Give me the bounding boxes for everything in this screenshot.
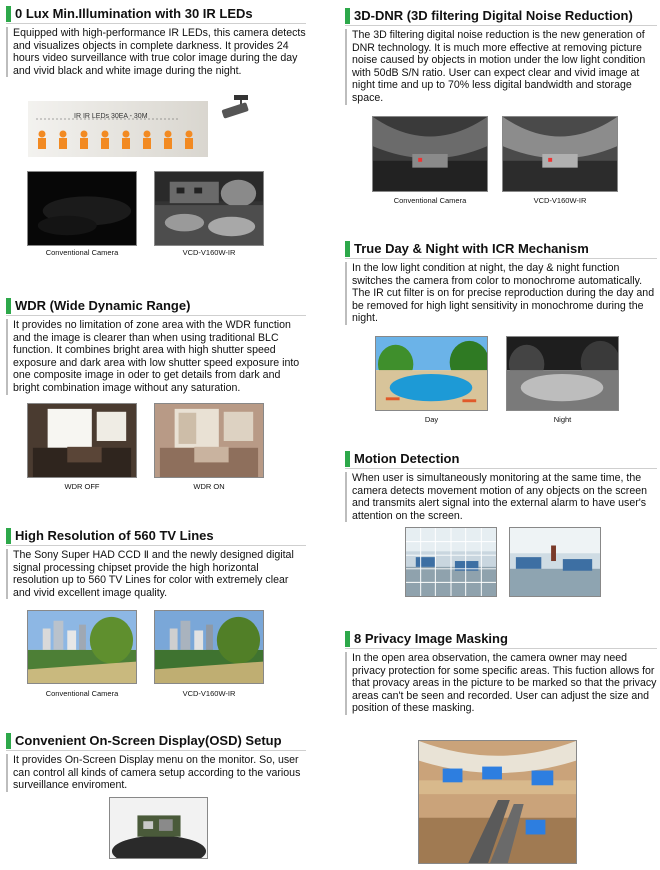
section-text: It provides On-Screen Display menu on the monitor. So, user can control all kinds of camera setup according to the various surveillance enviroment. bbox=[6, 754, 306, 792]
day-pool-image bbox=[375, 336, 488, 411]
section-3d-dnr bbox=[345, 7, 657, 105]
section-header bbox=[6, 297, 306, 316]
green-bar-icon bbox=[6, 6, 11, 22]
wdr-off-image bbox=[27, 403, 137, 478]
section-0-lux bbox=[6, 5, 306, 77]
section-text: It provides no limitation of zone area with the WDR function and the image is clearer than when using traditional BLC function. It combines bright area with high shutter speed exposure and dark area with low shutter speed exposure into one composite image in oder to get details from dark and bright combination image without any saturation. bbox=[6, 319, 306, 395]
camera-icon bbox=[216, 94, 256, 124]
caption-wdr-on: WDR ON bbox=[193, 482, 225, 491]
caption-wdr-off: WDR OFF bbox=[64, 482, 100, 491]
section-text: In the low light condition at night, the day & night function switches the camera from color to monochrome automatically. The IR cut filter is on for precise reproduction during the day and be removed for high light sensitivity in monochrome during the night. bbox=[345, 262, 657, 325]
caption-day: Day bbox=[424, 415, 439, 424]
motion-grid-office-image bbox=[405, 527, 497, 597]
section-title: WDR (Wide Dynamic Range) bbox=[15, 298, 191, 313]
section-title: True Day & Night with ICR Mechanism bbox=[354, 241, 589, 256]
section-header bbox=[345, 450, 657, 469]
section-header bbox=[6, 527, 306, 546]
green-bar-icon bbox=[6, 733, 11, 749]
section-privacy-masking bbox=[345, 630, 657, 715]
privacy-mall-image bbox=[418, 740, 577, 864]
section-title: 8 Privacy Image Masking bbox=[354, 631, 508, 646]
green-bar-icon bbox=[6, 298, 11, 314]
section-title: High Resolution of 560 TV Lines bbox=[15, 528, 214, 543]
caption-night: Night bbox=[553, 415, 572, 424]
section-wdr bbox=[6, 297, 306, 395]
green-bar-icon bbox=[345, 631, 350, 647]
section-text: The Sony Super HAD CCD Ⅱ and the newly designed digital signal processing chipset provide the high horizontal resolution up to 560 TV Lines for color with extremely clear and vivid excellent image quality. bbox=[6, 549, 306, 599]
section-header bbox=[6, 732, 306, 751]
section-title: 3D-DNR (3D filtering Digital Noise Reduction) bbox=[354, 8, 633, 23]
osd-board-image bbox=[109, 797, 208, 859]
vcd-v160w-ir-city-image bbox=[154, 610, 264, 684]
caption-conventional-camera: Conventional Camera bbox=[393, 196, 467, 205]
section-high-resolution bbox=[6, 527, 306, 599]
section-text: In the open area observation, the camera owner may need privacy protection for some specific areas. This fuction allows for that provacy areas in the picture to be marked so that the privacy areas can't be seen and recorded. User can adjust the size and position of these masking. bbox=[345, 652, 657, 715]
wdr-on-image bbox=[154, 403, 264, 478]
caption-conventional-camera: Conventional Camera bbox=[45, 248, 119, 257]
section-header bbox=[345, 630, 657, 649]
conventional-camera-subway-image bbox=[372, 116, 488, 192]
section-text: When user is simultaneously monitoring at the same time, the camera detects movement motion of any objects on the screen and transmits alert signal into the external alarm to have user's attention on the screen. bbox=[345, 472, 657, 522]
section-header bbox=[6, 5, 306, 24]
section-title: Convenient On-Screen Display(OSD) Setup bbox=[15, 733, 282, 748]
green-bar-icon bbox=[345, 451, 350, 467]
green-bar-icon bbox=[345, 241, 350, 257]
vcd-v160w-ir-subway-image bbox=[502, 116, 618, 192]
caption-vcd-v160w-ir: VCD-V160W-IR bbox=[182, 689, 236, 698]
section-osd bbox=[6, 732, 306, 792]
section-motion-detection bbox=[345, 450, 657, 522]
section-text: Equipped with high-performance IR LEDs, this camera detects and visualizes objects in complete darkness. It provides 24 hours video surveillance with true color image during the day and vivid black and white image during the night. bbox=[6, 27, 306, 77]
caption-vcd-v160w-ir: VCD-V160W-IR bbox=[533, 196, 587, 205]
section-text: The 3D filtering digital noise reduction is the new generation of DNR technology. It is much more effective at removing picture noise caused by objects in motion under the low light condition with 50dB S/N ratio. User can expect clear and vivid image at night time and up to 70% less digital bandwidth and storage space. bbox=[345, 29, 657, 105]
conventional-camera-city-image bbox=[27, 610, 137, 684]
section-day-night bbox=[345, 240, 657, 325]
vcd-v160w-ir-night-image bbox=[154, 171, 264, 246]
green-bar-icon bbox=[6, 528, 11, 544]
section-title: Motion Detection bbox=[354, 451, 460, 466]
section-header bbox=[345, 7, 657, 26]
ir-led-diagram bbox=[28, 101, 208, 157]
conventional-camera-night-image bbox=[27, 171, 137, 246]
night-pool-image bbox=[506, 336, 619, 411]
caption-conventional-camera: Conventional Camera bbox=[45, 689, 119, 698]
section-title: 0 Lux Min.Illumination with 30 IR LEDs bbox=[15, 6, 253, 21]
ir-led-range-label: IR IR LEDs 30EA - 30M bbox=[74, 113, 148, 120]
caption-vcd-v160w-ir: VCD-V160W-IR bbox=[182, 248, 236, 257]
green-bar-icon bbox=[345, 8, 350, 24]
motion-office-image bbox=[509, 527, 601, 597]
section-header bbox=[345, 240, 657, 259]
